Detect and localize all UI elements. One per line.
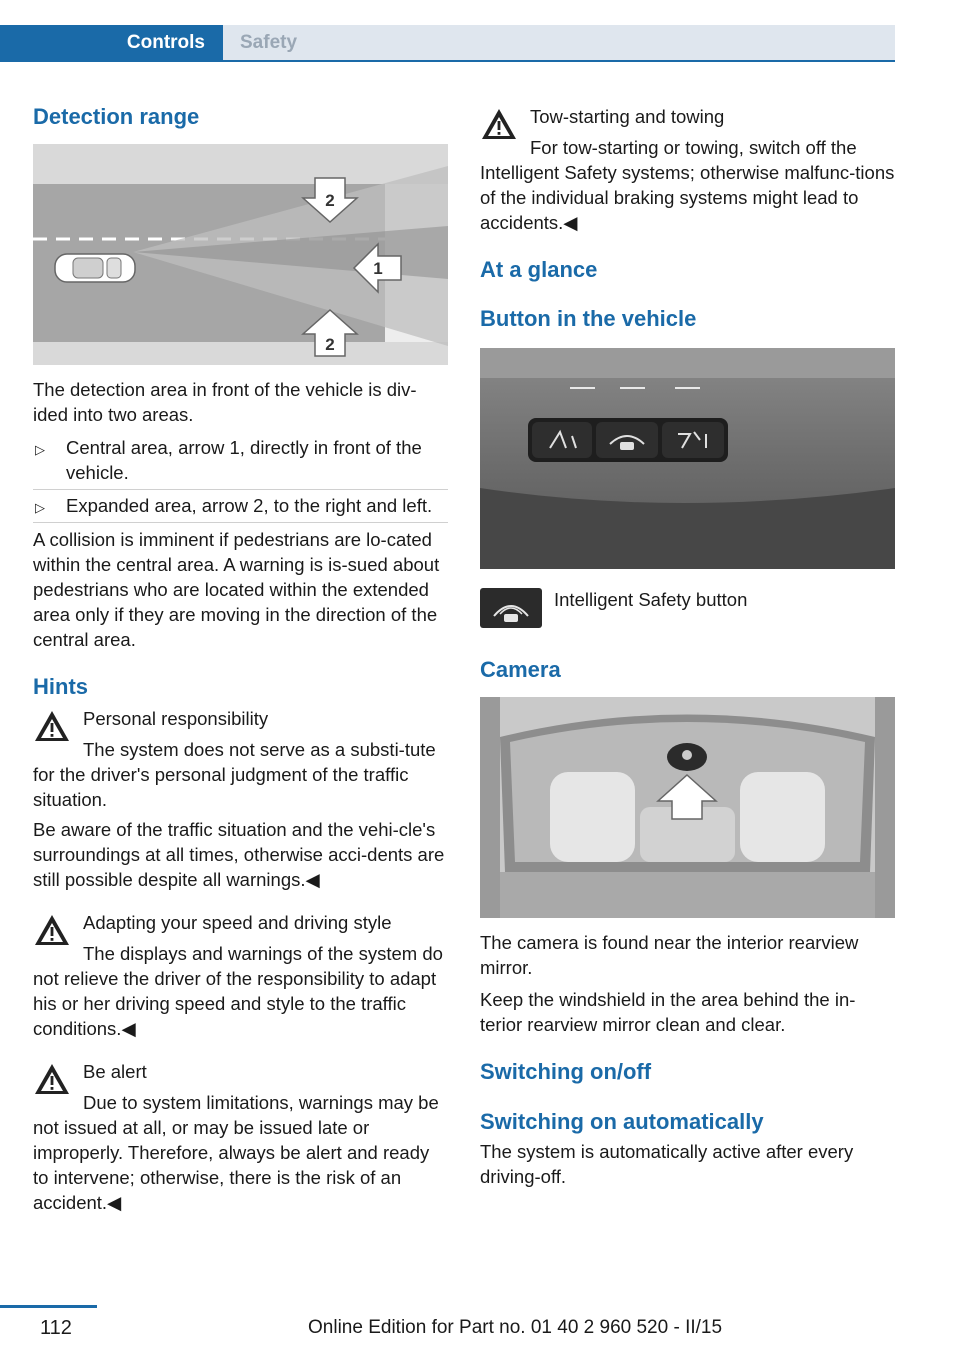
right-column [480,96,895,1189]
warning-title: Personal responsibility [83,708,269,729]
detection-range-heading: Detection range [33,104,200,129]
switching-heading: Switching on/off [480,1059,652,1084]
switching-auto-text: The system is automatically active after every driving-off. [480,1141,854,1187]
warning-triangle-icon [33,708,71,746]
collision-text: A collision is imminent if pedestrians are lo‐cated within the central area. A warning is is‐sued about pedestrians who are located within the extended area only if they are moving in the direction of the central area. [33,529,440,650]
list-item: ▷ Central area, arrow 1, directly in front of the vehicle. [33,435,448,485]
camera-photo [480,697,895,918]
warning-extra: Be aware of the traffic situation and the vehi‐cle's surroundings at all times, otherwise acci‐dents are still possible despite all warnings.◀ [33,819,445,890]
bullet-triangle-icon: ▷ [35,500,45,515]
warning-triangle-icon [480,106,518,144]
warning-triangle-icon [33,1061,71,1099]
svg-text:2: 2 [325,335,335,354]
button-legend [480,587,895,629]
detection-range-figure [33,144,448,365]
rear-window-camera-illustration [480,697,895,918]
footer-divider [0,1305,97,1308]
overhead-console-illustration [480,348,895,569]
detection-range-diagram [33,144,448,365]
warning-body: Due to system limitations, warnings may be not issued at all, or may be issued late or improperly. Therefore, always be alert and ready to intervene; otherwise, there is the risk of an accident.◀ [33,1092,439,1213]
warning-body: The displays and warnings of the system do not relieve the driver of the responsibility to adapt his or her driving speed and style to the traffic conditions.◀ [33,943,443,1039]
car-icon [55,254,135,282]
warning-adapting-speed [33,910,448,1041]
switching-auto-heading: Switching on automatically [480,1109,764,1134]
left-column [33,96,448,1215]
warning-title: Tow-starting and towing [530,106,725,127]
detection-intro: The detection area in front of the vehicle is div‐ided into two areas. [33,379,417,425]
warning-tow-starting [480,104,895,235]
warning-body: The system does not serve as a substi‐tute for the driver's personal judgment of the traffic situation. [33,739,436,810]
edition-text: Online Edition for Part no. 01 40 2 960 520 - II/15 [308,1317,723,1338]
bullet-triangle-icon: ▷ [35,442,45,457]
detection-bullets [33,435,448,518]
warning-triangle-icon [33,912,71,950]
warning-be-alert [33,1059,448,1215]
tab-safety[interactable]: Safety [223,25,895,61]
at-a-glance-heading: At a glance [480,257,598,282]
warning-personal-responsibility [33,706,448,812]
list-item: ▷ Expanded area, arrow 2, to the right and left. [33,493,448,518]
camera-location-text: The camera is found near the interior rearview mirror. [480,932,859,978]
camera-clean-text: Keep the windshield in the area behind the in‐terior rearview mirror clean and clear. [480,989,856,1035]
hints-heading: Hints [33,674,88,699]
page-number: 112 [40,1317,72,1339]
warning-title: Adapting your speed and driving style [83,912,392,933]
svg-text:2: 2 [325,191,335,210]
button-in-vehicle-heading: Button in the vehicle [480,306,697,331]
camera-heading: Camera [480,657,561,682]
intelligent-safety-button-icon [480,588,542,628]
button-photo [480,348,895,569]
warning-title: Be alert [83,1061,147,1082]
warning-body: For tow-starting or towing, switch off the Intelligent Safety systems; otherwise malfunc‐tions of the individual braking systems might lead to accidents.◀ [480,137,895,233]
chapter-tabs [0,25,895,61]
header-divider [0,60,895,62]
button-caption: Intelligent Safety button [554,589,748,610]
svg-text:1: 1 [373,259,383,278]
tab-controls[interactable]: Controls [0,25,223,61]
